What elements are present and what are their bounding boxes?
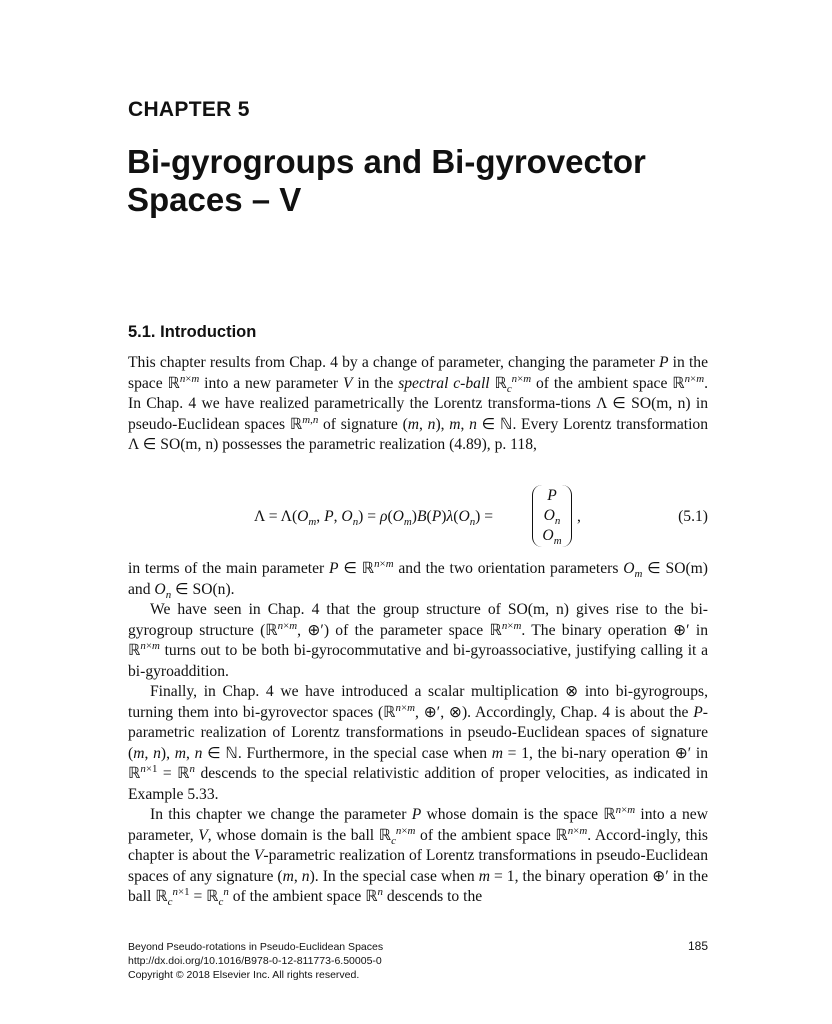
equation-5-1: [128, 484, 708, 550]
matrix-entry-om: $O_m$: [542, 527, 562, 548]
book-title: Beyond Pseudo-rotations in Pseudo-Euclidean Spaces: [128, 941, 384, 953]
equation-number: (5.1): [678, 508, 708, 525]
copyright: Copyright © 2018 Elsevier Inc. All rights reserved.: [128, 969, 360, 981]
equation-comma: ,: [577, 508, 581, 525]
chapter-title: [127, 143, 727, 219]
chapter-label: CHAPTER 5: [128, 98, 250, 121]
section-heading: 5.1. Introduction: [128, 323, 257, 341]
page-footer: [128, 940, 708, 982]
matrix-entry-on: $O_n$: [543, 507, 561, 528]
equation-expression: $\Lambda = \Lambda(O_m$, P, $O_n) = \rho(O_m)B(P)\lambda(O_n)$ =: [254, 508, 494, 529]
chapter-title-line2: Spaces – V: [127, 181, 302, 218]
page-number: 185: [687, 939, 708, 953]
matrix-entry-p: P: [547, 487, 557, 504]
intro-paragraph: This chapter results from Chap. 4 by a change of parameter, changing the parameter P in the space ℝ$^{n\times m}$ into a new parameter V in the spectral c-ball ℝ$_c^{n\times m}$ of the ambient space ℝ$^{n\times m}$. In Chap. 4 we have realized parametrically the Lorentz transforma-tions Λ ∈ SO(m, n) in pseudo-Euclidean spaces ℝ$^{m,n}$ of signature (m, n), m, n ∈ ℕ. Every Lorentz transformation Λ ∈ SO(m, n) possesses the parametric realization (4.89), p. 118,: [128, 354, 709, 453]
chapter-title-line1: Bi-gyrogroups and Bi-gyrovector: [127, 143, 646, 180]
body-text: in terms of the main parameter P ∈ ℝ$^{n\times m}$ and the two orientation parameters $O_m$ ∈ SO(m) and $O_n$ ∈ SO(n). We have seen in Chap. 4 that the group structure of SO(m, n) gives rise to the bi-gyrogroup structure (ℝ$^{n\times m}$, ⊕′) of the parameter space ℝ$^{n\times m}$. The binary operation ⊕′ in ℝ$^{n\times m}$ turns out to be both bi-gyrocommutative and bi-gyroassociative, justifying calling it a bi-gyroaddition. Finally, in Chap. 4 we have introduced a scalar multiplication ⊗ into bi-gyrogroups, turning them into bi-gyrovector spaces (ℝ$^{n\times m}$, ⊕′, ⊗). Accordingly, Chap. 4 is about the P-parametric realization of Lorentz transformations in pseudo-Euclidean spaces of signature (m, n), m, n ∈ ℕ. Furthermore, in the special case when m = 1, the bi-nary operation ⊕′ in ℝ$^{n\times 1}$ = ℝ$^n$ descends to the special relativistic addition of proper velocities, as indicated in Example 5.33. In this chapter we change the parameter P whose domain is the space ℝ$^{n\times m}$ into a new parameter, V, whose domain is the ball ℝ$_c^{n\times m}$ of the ambient space ℝ$^{n\times m}$. Accord-ingly, this chapter is about the V-parametric realization of Lorentz transformations in pseudo-Euclidean spaces of any signature (m, n). In the special case when m = 1, the binary operation ⊕′ in the ball ℝ$_c^{n\times 1}$ = ℝ$_c^n$ of the ambient space ℝ$^n$ descends to the: [128, 557, 709, 909]
equation-matrix: [532, 485, 572, 547]
doi-link[interactable]: http://dx.doi.org/10.1016/B978-0-12-811773-6.50005-0: [128, 955, 382, 967]
